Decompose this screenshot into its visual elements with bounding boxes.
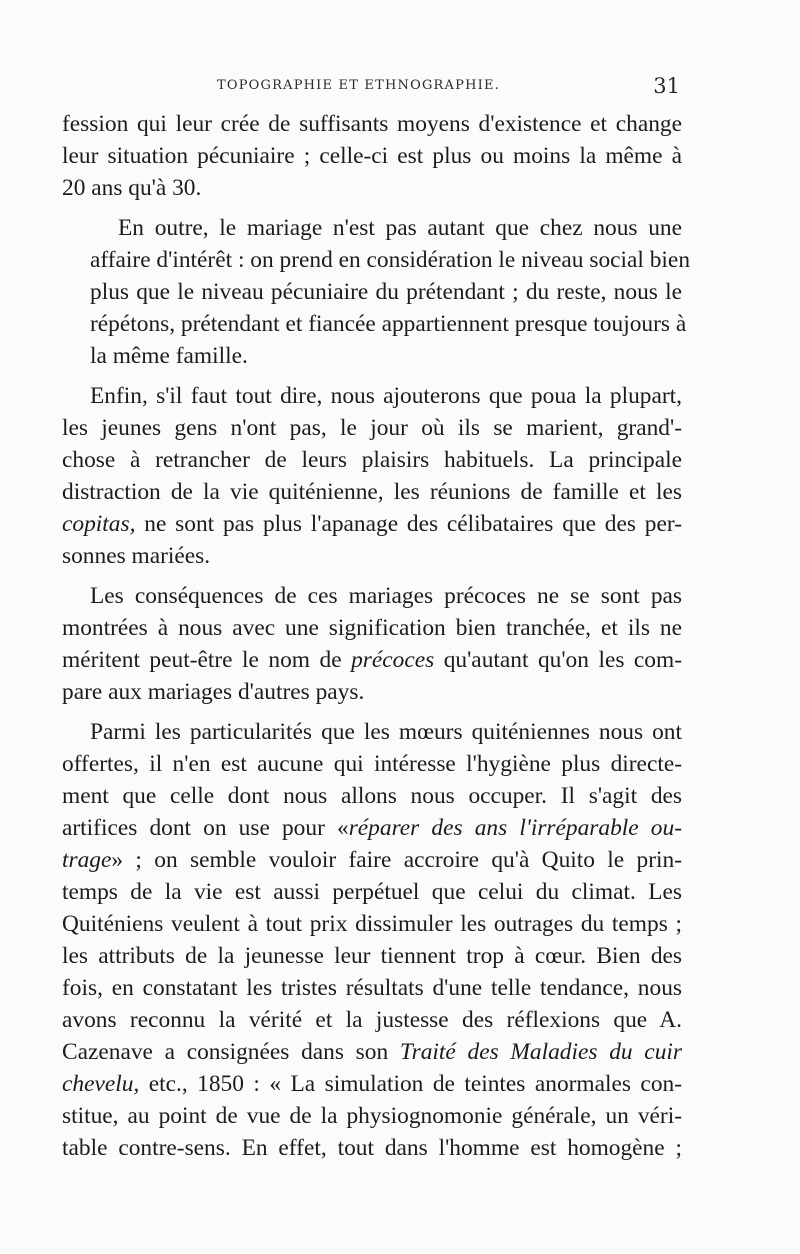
text-line bbox=[62, 644, 682, 676]
paragraph-4 bbox=[62, 580, 682, 708]
text-line: pare aux mariages d'autres pays. bbox=[62, 679, 365, 705]
text-line: table contre-sens. En effet, tout dans l'homme est homogène ; bbox=[62, 1135, 682, 1161]
text-line: distraction de la vie quiténienne, les réunions de famille et les bbox=[62, 479, 682, 505]
italic-phrase: réparer des ans l'irréparable ou- bbox=[348, 815, 682, 841]
text-fragment: méritent peut-être le nom de bbox=[62, 647, 342, 673]
italic-word: copitas, bbox=[62, 511, 136, 537]
text-line: En outre, le mariage n'est pas autant que chez nous une bbox=[118, 215, 682, 241]
text-line: chose à retrancher de leurs plaisirs habituels. La principale bbox=[62, 447, 682, 473]
text-line: offertes, il n'en est aucune qui intéresse l'hygiène plus directe- bbox=[62, 751, 682, 777]
text-line bbox=[62, 812, 682, 844]
italic-word: précoces bbox=[351, 647, 435, 673]
italic-phrase: Traité des Maladies du cuir bbox=[399, 1039, 682, 1065]
text-fragment: etc., 1850 : « La simulation de teintes anormales con- bbox=[148, 1071, 682, 1097]
text-line: 20 ans qu'à 30. bbox=[62, 175, 202, 201]
text-line: fession qui leur crée de suffisants moyens d'existence et change bbox=[62, 111, 682, 137]
text-line bbox=[62, 1036, 682, 1068]
italic-phrase: chevelu, bbox=[62, 1071, 140, 1097]
text-fragment: ne sont pas plus l'apanage des célibataires que des per- bbox=[144, 511, 682, 537]
text-line: montrées à nous avec une signification bien tranchée, et ils ne bbox=[62, 615, 682, 641]
text-line: Enfin, s'il faut tout dire, nous ajouterons que poua la plupart, bbox=[90, 383, 682, 409]
paragraph-5 bbox=[62, 716, 682, 1164]
text-line: temps de la vie est aussi perpétuel que celui du climat. Les bbox=[62, 879, 682, 905]
text-line: affaire d'intérêt : on prend en considération le niveau social bien bbox=[90, 247, 691, 273]
text-fragment: Cazenave a consignées dans son bbox=[62, 1039, 389, 1065]
italic-phrase: trage bbox=[62, 847, 112, 873]
page-header bbox=[62, 74, 682, 100]
paragraph-3 bbox=[62, 380, 682, 572]
text-line: ment que celle dont nous allons nous occuper. Il s'agit des bbox=[62, 783, 682, 809]
body-text bbox=[62, 108, 691, 1172]
text-line bbox=[62, 1068, 682, 1100]
text-line bbox=[62, 844, 682, 876]
running-head: TOPOGRAPHIE ET ETHNOGRAPHIE. bbox=[217, 78, 500, 93]
text-line: Parmi les particularités que les mœurs quiténiennes nous ont bbox=[90, 719, 682, 745]
text-line: plus que le niveau pécuniaire du prétendant ; du reste, nous le bbox=[90, 279, 682, 305]
text-line: la même famille. bbox=[90, 343, 248, 369]
text-line: répétons, prétendant et fiancée appartiennent presque toujours à bbox=[90, 311, 687, 337]
text-line: Quiténiens veulent à tout prix dissimuler les outrages du temps ; bbox=[62, 911, 682, 937]
text-line: les attributs de la jeunesse leur tiennent trop à cœur. Bien des bbox=[62, 943, 682, 969]
text-line: fois, en constatant les tristes résultats d'une telle tendance, nous bbox=[62, 975, 682, 1001]
text-line: avons reconnu la vérité et la justesse des réflexions que A. bbox=[62, 1007, 682, 1033]
text-line bbox=[62, 508, 682, 540]
text-fragment: » ; on semble vouloir faire accroire qu'à Quito le prin- bbox=[111, 847, 682, 873]
text-line: sonnes mariées. bbox=[62, 543, 211, 569]
paragraph-2 bbox=[62, 212, 691, 372]
paragraph-1 bbox=[62, 108, 682, 204]
text-line: les jeunes gens n'ont pas, le jour où ils se marient, grand'- bbox=[62, 415, 682, 441]
text-line: Les conséquences de ces mariages précoces ne se sont pas bbox=[90, 583, 682, 609]
text-fragment: qu'autant qu'on les com- bbox=[443, 647, 682, 673]
page-number: 31 bbox=[653, 74, 680, 98]
text-line: leur situation pécuniaire ; celle-ci est plus ou moins la même à bbox=[62, 143, 682, 169]
text-fragment: artifices dont on use pour « bbox=[62, 815, 349, 841]
text-line: stitue, au point de vue de la physiognomonie générale, un véri- bbox=[62, 1103, 682, 1129]
